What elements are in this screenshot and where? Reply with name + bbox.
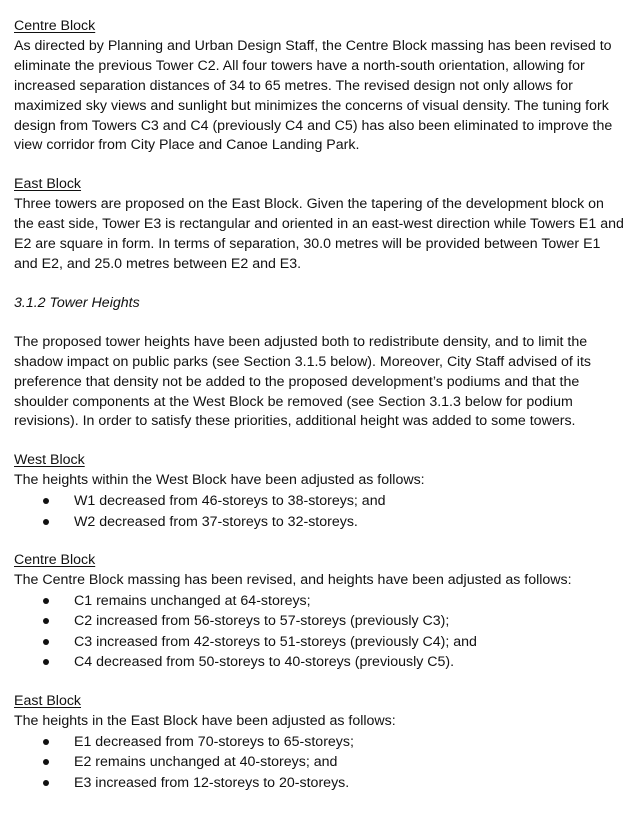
paragraph: Three towers are proposed on the East Block. Given the tapering of the development block on the east side, Tower E3 is rectangular and oriented in an east-west direction while Towers E1 and E2 are square in form. In terms of separation, 30.0 metres will be provided between Tower E1 and E2, and 25.0 metres between E2 and E3.	[14, 196, 624, 272]
section-heading: East Block	[14, 692, 82, 709]
bullet-list	[14, 491, 626, 532]
west-block-heights	[14, 451, 626, 532]
bullet-icon	[43, 659, 49, 665]
paragraph: As directed by Planning and Urban Design Staff, the Centre Block massing has been revised to eliminate the previous Tower C2. All four towers have a north-south orientation, allowing for increased separation distances of 34 to 65 metres. The revised design not only allows for maximized sky views and sunlight but minimizes the concerns of visual density. The tuning fork design from Towers C3 and C4 (previously C4 and C5) has also been eliminated to improve the view corridor from City Place and Canoe Landing Park.	[14, 37, 613, 154]
list-item: W1 decreased from 46-storeys to 38-storeys; and	[14, 491, 626, 512]
bullet-icon	[43, 780, 49, 786]
section-heading: Centre Block	[14, 18, 96, 34]
bullet-icon	[43, 739, 49, 745]
paragraph: The proposed tower heights have been adjusted both to redistribute density, and to limit the shadow impact on public parks (see Section 3.1.5 below). Moreover, City Staff advised of its preference that density not be added to the proposed development’s podiums and that the shoulder components at the West Block be removed (see Section 3.1.3 below for podium revisions). In order to satisfy these priorities, additional height was added to some towers.	[14, 333, 591, 430]
bullet-icon	[43, 618, 49, 624]
list-item: C4 decreased from 50-storeys to 40-storeys (previously C5).	[14, 652, 626, 673]
list-intro: The Centre Block massing has been revised, and heights have been adjusted as follows:	[14, 572, 572, 589]
section-heading: Centre Block	[14, 552, 96, 569]
centre-block-heights	[14, 551, 626, 673]
bullet-list	[14, 591, 626, 673]
list-item: E2 remains unchanged at 40-storeys; and	[14, 752, 626, 773]
list-item: C1 remains unchanged at 64-storeys;	[14, 591, 626, 612]
list-item: E1 decreased from 70-storeys to 65-storeys;	[14, 732, 626, 753]
subsection-title: 3.1.2 Tower Heights	[14, 294, 140, 311]
section-heading: West Block	[14, 452, 85, 469]
list-item: E3 increased from 12-storeys to 20-storeys.	[14, 773, 626, 794]
centre-block-section	[14, 17, 626, 156]
section-heading: East Block	[14, 176, 82, 193]
bullet-icon	[43, 759, 49, 765]
bullet-icon	[43, 598, 49, 604]
bullet-icon	[43, 498, 49, 504]
list-item: C2 increased from 56-storeys to 57-storeys (previously C3);	[14, 611, 626, 632]
list-intro: The heights within the West Block have been adjusted as follows:	[14, 472, 425, 489]
document-page	[14, 17, 626, 793]
list-intro: The heights in the East Block have been adjusted as follows:	[14, 712, 396, 729]
east-block-heights	[14, 692, 626, 793]
bullet-icon	[43, 639, 49, 645]
bullet-list	[14, 732, 626, 794]
bullet-icon	[43, 519, 49, 525]
list-item: C3 increased from 42-storeys to 51-storeys (previously C4); and	[14, 632, 626, 653]
list-item: W2 decreased from 37-storeys to 32-storeys.	[14, 512, 626, 533]
east-block-section	[14, 175, 626, 275]
